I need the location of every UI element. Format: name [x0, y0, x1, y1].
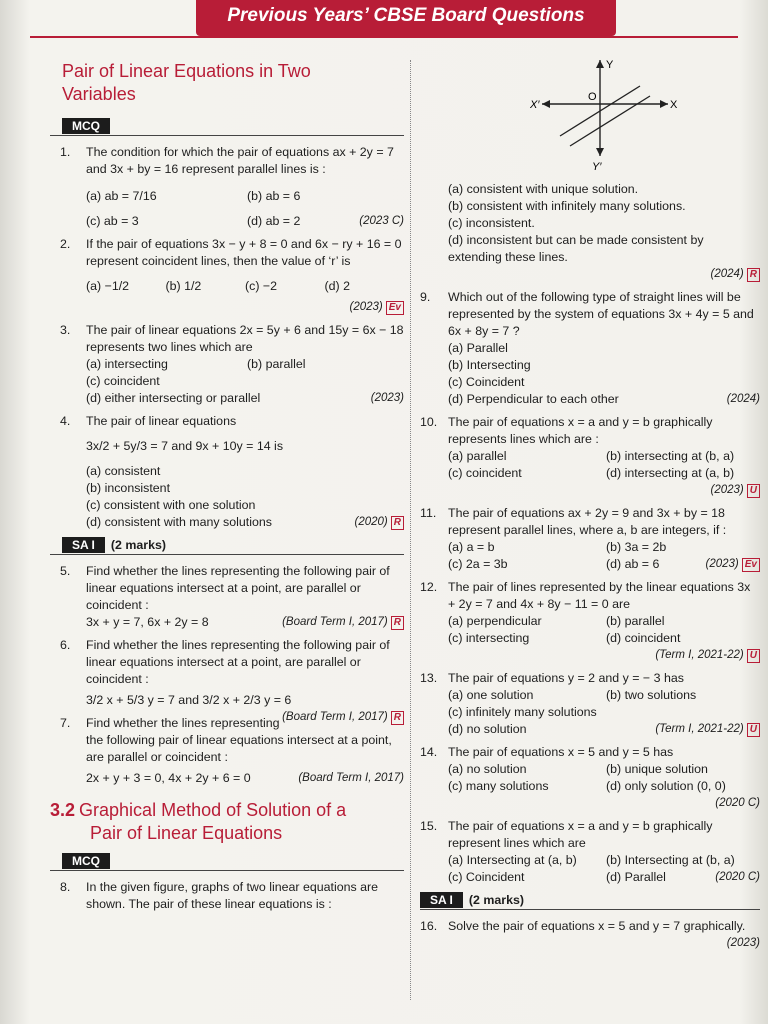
- option-c: (c) ab = 3: [86, 214, 139, 228]
- question-text: The pair of linear equations: [86, 414, 237, 428]
- year-label: (2023): [370, 392, 404, 404]
- y-label: Y: [606, 59, 614, 71]
- question-number: 4.: [60, 414, 71, 428]
- section-number: 3.2: [50, 800, 76, 820]
- option-c: (c) inconsistent.: [448, 216, 535, 230]
- question-14: [420, 744, 760, 812]
- question-text: Find whether the lines representing the following pair of linear equations intersect at a point, are parallel or coincident :: [86, 564, 390, 612]
- x-prime-arrow: [542, 100, 550, 108]
- option-d: (d) Perpendicular to each other: [448, 392, 619, 406]
- marks-label: (2 marks): [468, 893, 525, 907]
- question-13: [420, 670, 760, 738]
- banner-rule: [30, 36, 738, 38]
- question-10: [420, 414, 760, 499]
- difficulty-badge: Ev: [386, 301, 404, 315]
- option-a: (a) consistent with unique solution.: [448, 182, 639, 196]
- option-a: (a) ab = 7/16: [86, 189, 157, 203]
- y-arrow: [596, 60, 604, 68]
- option-d: (d) only solution (0, 0): [606, 779, 726, 793]
- x-arrow: [660, 100, 668, 108]
- option-a: (a) parallel: [448, 449, 507, 463]
- equation: 3x/2 + 5y/3 = 7 and 9x + 10y = 14 is: [86, 439, 284, 453]
- question-text: If the pair of equations 3x − y + 8 = 0 and 6x − ry + 16 = 0 represent coincident lines, then the value of ‘r’ is: [86, 237, 402, 268]
- equation: 3/2 x + 5/3 y = 7 and 3/2 x + 2/3 y = 6: [86, 693, 292, 707]
- column-divider: [410, 60, 411, 1000]
- year-label: (2023): [710, 484, 744, 496]
- question-number: 11.: [420, 506, 437, 520]
- question-text: Solve the pair of equations x = 5 and y = 7 graphically.: [448, 919, 746, 933]
- option-d: (d) inconsistent but can be made consistent by extending these lines.: [448, 233, 704, 264]
- option-d: (d) either intersecting or parallel: [86, 391, 261, 405]
- question-text: The pair of equations x = a and y = b graphically represent lines which are: [448, 819, 713, 850]
- section-3-2-title: [50, 799, 404, 845]
- option-c: (c) Coincident: [448, 870, 525, 884]
- option-c: (c) intersecting: [448, 631, 530, 645]
- year-label: (2020): [354, 516, 388, 528]
- question-text: The condition for which the pair of equations ax + 2y = 7 and 3x + by = 16 represent parallel lines is :: [86, 145, 394, 176]
- year-label: (2024): [710, 268, 744, 280]
- option-c: (c) coincident: [448, 466, 522, 480]
- question-4: [50, 413, 404, 531]
- question-3: [50, 322, 404, 407]
- section-title-line1: Graphical Method of Solution of a: [79, 800, 347, 820]
- question-text: The pair of equations x = 5 and y = 5 has: [448, 745, 674, 759]
- question-text: Find whether the lines representing the following pair of linear equations intersect at a point, are parallel or coincident :: [86, 716, 392, 764]
- mcq-header-2: [50, 853, 404, 871]
- question-8: [50, 879, 404, 913]
- graph-figure: [530, 56, 760, 177]
- option-b: (b) parallel: [247, 357, 306, 371]
- question-number: 7.: [60, 716, 71, 730]
- option-a: (a) Parallel: [448, 341, 508, 355]
- question-text: The pair of equations x = a and y = b graphically represents lines which are :: [448, 415, 713, 446]
- question-number: 16.: [420, 919, 438, 933]
- year-label: (Term I, 2021-22): [655, 649, 744, 661]
- question-number: 5.: [60, 564, 71, 578]
- question-number: 10.: [420, 415, 438, 429]
- question-2: [50, 236, 404, 316]
- section-title-line2: Variables: [62, 84, 136, 104]
- option-d: (d) consistent with many solutions: [86, 515, 272, 529]
- year-label: (2023): [705, 558, 739, 570]
- question-9: [420, 289, 760, 408]
- year-label: (2020 C): [715, 871, 760, 883]
- question-text: The pair of linear equations 2x = 5y + 6 and 15y = 6x − 18 represents two lines which are: [86, 323, 404, 354]
- option-b: (b) ab = 6: [247, 189, 301, 203]
- option-b: (b) two solutions: [606, 688, 697, 702]
- y-prime-label: Y′: [592, 161, 602, 172]
- option-d: (d) coincident: [606, 631, 681, 645]
- option-d: (d) intersecting at (a, b): [606, 466, 735, 480]
- question-text: Find whether the lines representing the following pair of linear equations intersect at a point, are parallel or coincident :: [86, 638, 390, 686]
- question-15: [420, 818, 760, 886]
- option-a: (a) Intersecting at (a, b): [448, 853, 577, 867]
- marks-label: (2 marks): [110, 538, 167, 552]
- year-label: (2023): [349, 301, 383, 313]
- difficulty-badge: U: [747, 484, 760, 498]
- option-a: (a) perpendicular: [448, 614, 542, 628]
- question-5: [50, 563, 404, 631]
- section-title-line2: Pair of Linear Equations: [90, 823, 283, 843]
- option-d: (d) no solution: [448, 722, 527, 736]
- question-number: 9.: [420, 290, 431, 304]
- question-text: The pair of lines represented by the linear equations 3x + 2y = 7 and 4x + 8y − 11 = 0 are: [448, 580, 751, 611]
- option-b: (b) Intersecting: [448, 358, 531, 372]
- equation: 2x + y + 3 = 0, 4x + 2y + 6 = 0: [86, 771, 251, 785]
- year-label: (2023 C): [359, 215, 404, 227]
- mcq-header: [50, 118, 404, 136]
- question-text: The pair of equations ax + 2y = 9 and 3x + by = 18 represent parallel lines, where a, b are integers, if :: [448, 506, 727, 537]
- question-7: [50, 715, 404, 787]
- origin-label: O: [588, 91, 597, 103]
- question-11: [420, 505, 760, 573]
- question-text: In the given figure, graphs of two linear equations are shown. The pair of these linear equations is :: [86, 880, 379, 911]
- question-number: 6.: [60, 638, 71, 652]
- option-b: (b) 3a = 2b: [606, 540, 667, 554]
- year-label: (2023): [726, 937, 760, 949]
- question-number: 14.: [420, 745, 438, 759]
- question-text: Which out of the following type of straight lines will be represented by the system of equations 3x + 4y = 5 and 6x + 8y = 7 ?: [448, 290, 754, 338]
- option-c: (c) consistent with one solution: [86, 498, 256, 512]
- year-label: (2024): [726, 393, 760, 405]
- page-banner: Previous Years’ CBSE Board Questions: [196, 0, 616, 36]
- option-c: (c) infinitely many solutions: [448, 705, 597, 719]
- question-6: [50, 637, 404, 723]
- option-c: (c) many solutions: [448, 779, 549, 793]
- difficulty-badge: Ev: [742, 558, 760, 572]
- difficulty-badge: U: [747, 649, 760, 663]
- x-prime-label: X′: [530, 99, 540, 111]
- year-label: (Term I, 2021-22): [655, 723, 744, 735]
- x-label: X: [670, 99, 678, 111]
- option-d: (d) ab = 2: [247, 214, 301, 228]
- year-label: (Board Term I, 2017): [282, 711, 388, 723]
- question-16: [420, 918, 760, 952]
- mcq-tag: MCQ: [62, 853, 110, 869]
- sa1-header: [50, 537, 404, 555]
- question-12: [420, 579, 760, 664]
- year-label: (Board Term I, 2017): [282, 616, 388, 628]
- option-c: (c) −2: [245, 279, 278, 293]
- question-number: 8.: [60, 880, 71, 894]
- option-b: (b) Intersecting at (b, a): [606, 853, 735, 867]
- option-c: (c) Coincident: [448, 375, 525, 389]
- option-a: (a) a = b: [448, 540, 495, 554]
- option-c: (c) coincident: [86, 374, 160, 388]
- difficulty-badge: R: [391, 616, 404, 630]
- option-a: (a) intersecting: [86, 357, 168, 371]
- option-a: (a) −1/2: [86, 279, 130, 293]
- option-b: (b) consistent with infinitely many solutions.: [448, 199, 686, 213]
- option-c: (c) 2a = 3b: [448, 557, 508, 571]
- sa1-header-2: [420, 892, 760, 910]
- option-a: (a) no solution: [448, 762, 527, 776]
- sa1-tag: SA I: [62, 537, 105, 553]
- option-d: (d) Parallel: [606, 870, 666, 884]
- equation: 3x + y = 7, 6x + 2y = 8: [86, 615, 209, 629]
- question-number: 13.: [420, 671, 438, 685]
- mcq-tag: MCQ: [62, 118, 110, 134]
- difficulty-badge: U: [747, 723, 760, 737]
- question-number: 1.: [60, 145, 71, 159]
- difficulty-badge: R: [391, 711, 404, 725]
- y-prime-arrow: [596, 148, 604, 156]
- difficulty-badge: R: [391, 516, 404, 530]
- option-a: (a) consistent: [86, 464, 161, 478]
- option-b: (b) inconsistent: [86, 481, 171, 495]
- question-1: [50, 144, 404, 230]
- question-number: 3.: [60, 323, 71, 337]
- right-column: [420, 56, 760, 958]
- question-number: 12.: [420, 580, 438, 594]
- coordinate-graph: [530, 56, 680, 172]
- question-text: The pair of equations y = 2 and y = − 3 has: [448, 671, 684, 685]
- sa1-tag: SA I: [420, 892, 463, 908]
- option-b: (b) parallel: [606, 614, 665, 628]
- difficulty-badge: R: [747, 268, 760, 282]
- left-column: [50, 56, 404, 919]
- option-a: (a) one solution: [448, 688, 534, 702]
- option-d: (d) 2: [324, 279, 350, 293]
- section-title-line1: Pair of Linear Equations in Two: [62, 61, 311, 81]
- question-8-options: [420, 181, 760, 283]
- option-b: (b) unique solution: [606, 762, 708, 776]
- year-label: (Board Term I, 2017): [298, 772, 404, 784]
- question-number: 15.: [420, 819, 438, 833]
- option-d: (d) ab = 6: [606, 557, 660, 571]
- year-label: (2020 C): [715, 797, 760, 809]
- section-title: [62, 60, 404, 106]
- option-b: (b) 1/2: [165, 279, 202, 293]
- option-b: (b) intersecting at (b, a): [606, 449, 735, 463]
- question-number: 2.: [60, 237, 71, 251]
